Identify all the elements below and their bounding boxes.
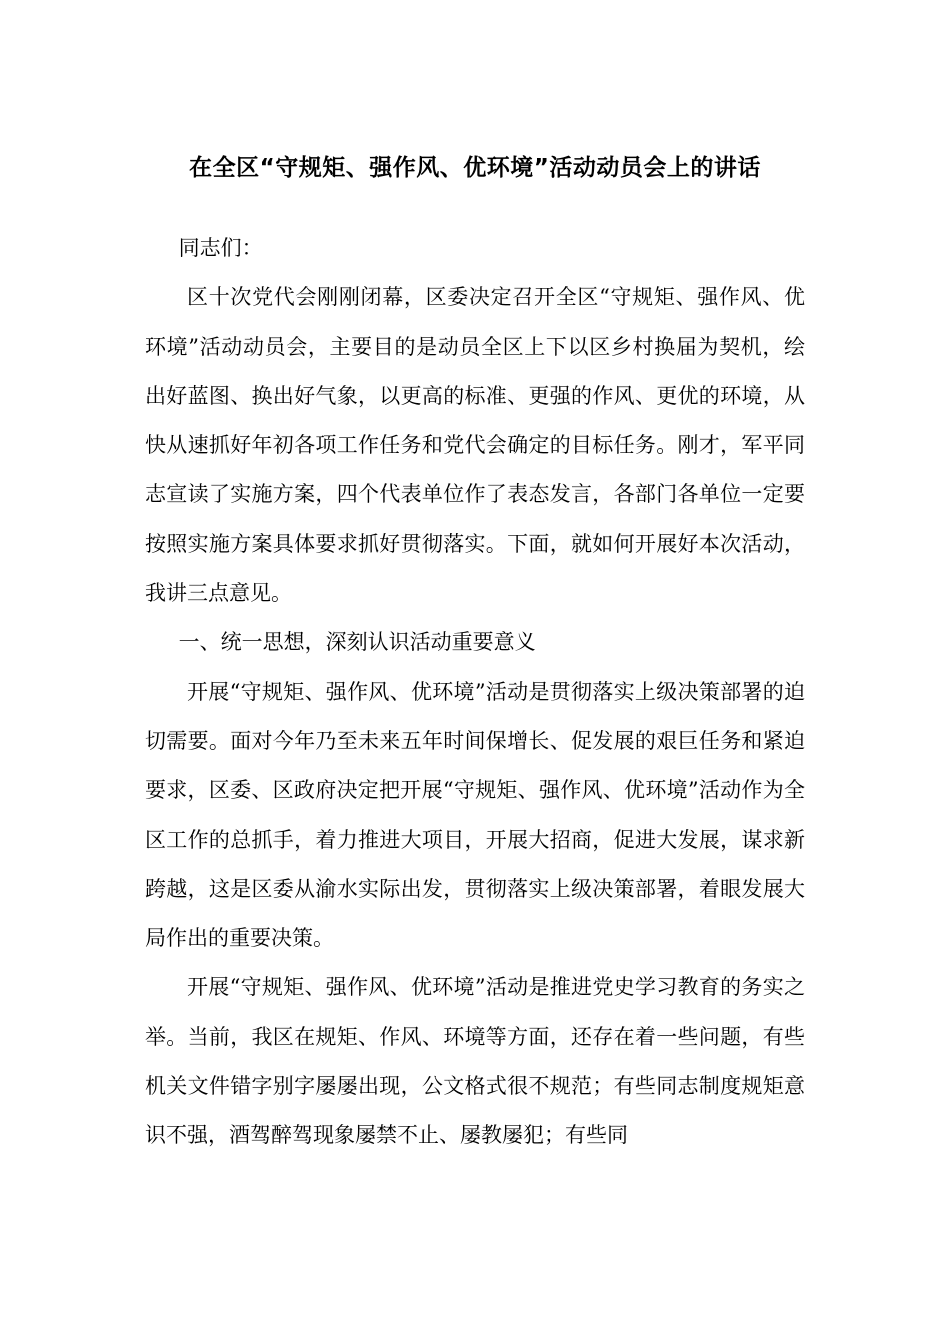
document-title: 在全区“守规矩、强作风、优环境”活动动员会上的讲话 [189,155,761,181]
paragraph-significance-2: 开展“守规矩、强作风、优环境”活动是推进党史学习教育的务实之举。当前，我区在规矩、作风、环境等方面，还存在着一些问题，有些机关文件错字别字屡屡出现，公文格式很不规范；有些同志制度规矩意识不强，酒驾醉驾现象屡禁不止、屡教屡犯；有些同 [145,975,805,1148]
paragraph-significance-1: 开展“守规矩、强作风、优环境”活动是贯彻落实上级决策部署的迫切需要。面对今年乃至未来五年时间保增长、促发展的艰巨任务和紧迫要求，区委、区政府决定把开展“守规矩、强作风、优环境”活动作为全区工作的总抓手，着力推进大项目，开展大招商，促进大发展，谋求新跨越，这是区委从渝水实际出发，贯彻落实上级决策部署，着眼发展大局作出的重要决策。 [145,679,805,951]
document-body [145,224,805,1161]
paragraph-intro: 区十次党代会刚刚闭幕，区委决定召开全区“守规矩、强作风、优环境”活动动员会，主要目的是动员全区上下以区乡村换届为契机，绘出好蓝图、换出好气象，以更高的标准、更强的作风、更优的环境，从快从速抓好年初各项工作任务和党代会确定的目标任务。刚才，军平同志宣读了实施方案，四个代表单位作了表态发言，各部门各单位一定要按照实施方案具体要求抓好贯彻落实。下面，就如何开展好本次活动，我讲三点意见。 [145,285,805,606]
salutation: 同志们： [178,236,263,260]
section-heading-1: 一、统一思想，深刻认识活动重要意义 [178,630,536,655]
